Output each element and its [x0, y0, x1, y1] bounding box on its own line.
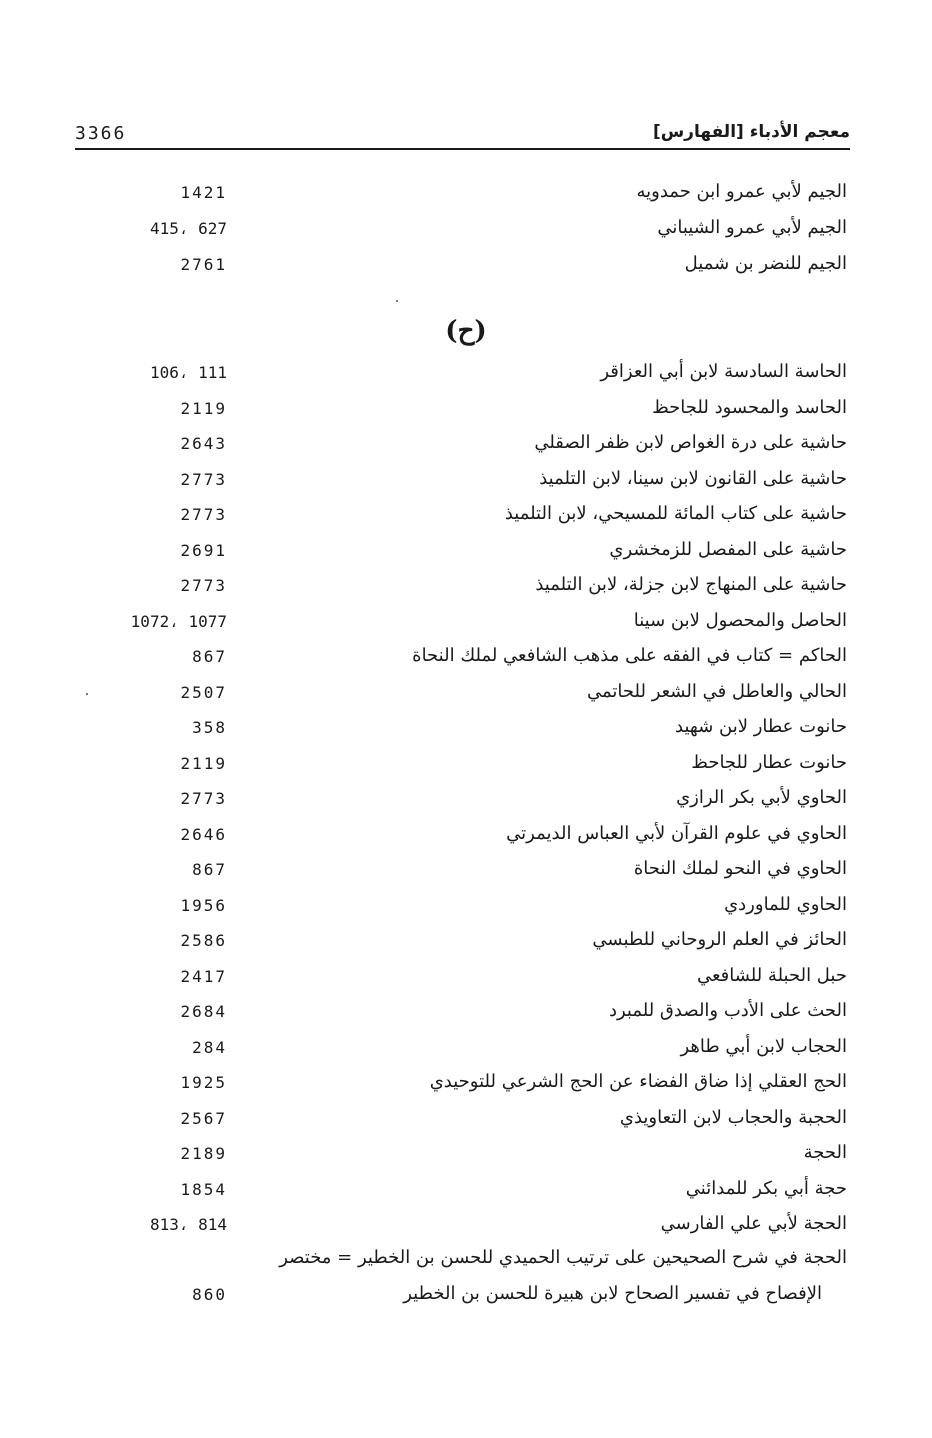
scan-speck — [396, 300, 398, 302]
entry-title-line1: الحجة في شرح الصحيحين على ترتيب الحميدي للحسن بن الخطير = مختصر — [279, 1247, 847, 1268]
entry-pages: 2773 — [180, 470, 227, 489]
entry-pages: 813، 814 — [149, 1215, 227, 1234]
entry-pages: 2119 — [180, 754, 227, 773]
index-entry — [0, 500, 932, 532]
entry-title: حاشية على المنهاج لابن جزلة، لابن التلميذ — [535, 574, 847, 595]
index-entry — [0, 891, 932, 923]
index-entry — [0, 607, 932, 639]
index-entry — [0, 1104, 932, 1136]
entry-title: الحالي والعاطل في الشعر للحاتمي — [587, 681, 847, 702]
entry-title: الحاصل والمحصول لابن سينا — [633, 610, 847, 631]
entry-pages: 1421 — [180, 183, 227, 202]
entry-title: الحاسة السادسة لابن أبي العزاقر — [600, 361, 847, 382]
entry-title: الحج العقلي إذا ضاق الفضاء عن الحج الشرعي للتوحيدي — [429, 1071, 847, 1092]
entry-title: الحاوي للماوردي — [724, 894, 847, 915]
index-entry-continuation — [0, 1280, 932, 1312]
entry-pages: 2643 — [180, 434, 227, 453]
entry-pages: 2761 — [180, 255, 227, 274]
entry-title: حاشية على كتاب المائة للمسيحي، لابن التلميذ — [504, 503, 847, 524]
entry-pages: 1854 — [180, 1180, 227, 1199]
entry-pages: 2189 — [180, 1144, 227, 1163]
index-entry — [0, 394, 932, 426]
entry-title: حاشية على درة الغواص لابن ظفر الصقلي — [534, 432, 847, 453]
entry-pages: 106، 111 — [149, 363, 227, 382]
index-entry — [0, 784, 932, 816]
entry-pages: 860 — [192, 1285, 227, 1304]
entry-title: الحاوي لأبي بكر الرازي — [676, 787, 847, 808]
section-letter: (ح) — [445, 316, 487, 346]
entry-title: الحث على الأدب والصدق للمبرد — [608, 1000, 847, 1021]
entry-title: الحجاب لابن أبي طاهر — [680, 1036, 847, 1057]
entry-title: الجيم لأبي عمرو الشيباني — [657, 217, 847, 238]
entry-title: حاشية على المفصل للزمخشري — [609, 539, 847, 560]
entry-pages: 2773 — [180, 576, 227, 595]
entry-pages: 2773 — [180, 789, 227, 808]
index-entry — [0, 820, 932, 852]
entry-title: الجيم للنضر بن شميل — [684, 253, 847, 274]
entry-title: الحاسد والمحسود للجاحظ — [652, 397, 847, 418]
entry-title: حانوت عطار للجاحظ — [691, 752, 847, 773]
index-entry — [0, 1175, 932, 1207]
index-entry — [0, 1068, 932, 1100]
index-entry — [0, 1033, 932, 1065]
entry-pages: 2646 — [180, 825, 227, 844]
index-entry — [0, 1139, 932, 1171]
index-entry — [0, 749, 932, 781]
index-entry — [0, 214, 932, 246]
entry-title: حجة أبي بكر للمدائني — [685, 1178, 847, 1199]
entry-pages: 284 — [192, 1038, 227, 1057]
index-entry — [0, 429, 932, 461]
entry-pages: 2586 — [180, 931, 227, 950]
index-entry — [0, 997, 932, 1029]
entry-pages: 415، 627 — [149, 219, 227, 238]
index-entry — [0, 465, 932, 497]
entry-pages: 867 — [192, 647, 227, 666]
entry-title: الحجة لأبي علي الفارسي — [660, 1213, 847, 1234]
index-entry — [0, 178, 932, 210]
entry-title: الحجة — [803, 1142, 847, 1163]
entry-pages: 2119 — [180, 399, 227, 418]
index-entry — [0, 571, 932, 603]
entry-title: الحاكم = كتاب في الفقه على مذهب الشافعي لملك النحاة — [412, 645, 847, 666]
index-entry — [0, 926, 932, 958]
entry-pages: 2417 — [180, 967, 227, 986]
index-entry — [0, 250, 932, 282]
entry-title: حانوت عطار لابن شهيد — [675, 716, 847, 737]
index-entry — [0, 678, 932, 710]
index-entry — [0, 855, 932, 887]
entry-title: الجيم لأبي عمرو ابن حمدويه — [636, 181, 847, 202]
entry-pages: 867 — [192, 860, 227, 879]
entry-pages: 358 — [192, 718, 227, 737]
index-entry — [0, 536, 932, 568]
entry-title: الحائز في العلم الروحاني للطبسي — [592, 929, 847, 950]
entry-pages: 1925 — [180, 1073, 227, 1092]
entry-pages: 2507 — [180, 683, 227, 702]
entry-pages: 2684 — [180, 1002, 227, 1021]
index-entry — [0, 358, 932, 390]
entry-pages: 1956 — [180, 896, 227, 915]
entry-title: حاشية على القانون لابن سينا، لابن التلميذ — [539, 468, 847, 489]
index-entry — [0, 962, 932, 994]
page-header — [75, 112, 850, 150]
entry-title: الحاوي في النحو لملك النحاة — [633, 858, 847, 879]
index-entry-multiline — [0, 1244, 932, 1276]
entry-title: الحجبة والحجاب لابن التعاويذي — [619, 1107, 847, 1128]
entry-pages: 1072، 1077 — [130, 612, 227, 631]
scan-speck — [86, 693, 88, 695]
entry-pages: 2691 — [180, 541, 227, 560]
index-entry — [0, 642, 932, 674]
page-number: 3366 — [75, 123, 127, 144]
index-entry — [0, 1210, 932, 1242]
running-title: معجم الأدباء [الفهارس] — [652, 122, 850, 142]
entry-title: حبل الحبلة للشافعي — [696, 965, 847, 986]
entry-title: الحاوي في علوم القرآن لأبي العباس الديمرتي — [506, 823, 847, 844]
entry-pages: 2773 — [180, 505, 227, 524]
index-entry — [0, 713, 932, 745]
entry-pages: 2567 — [180, 1109, 227, 1128]
entry-title-line2: الإفصاح في تفسير الصحاح لابن هبيرة للحسن بن الخطير — [403, 1283, 822, 1304]
